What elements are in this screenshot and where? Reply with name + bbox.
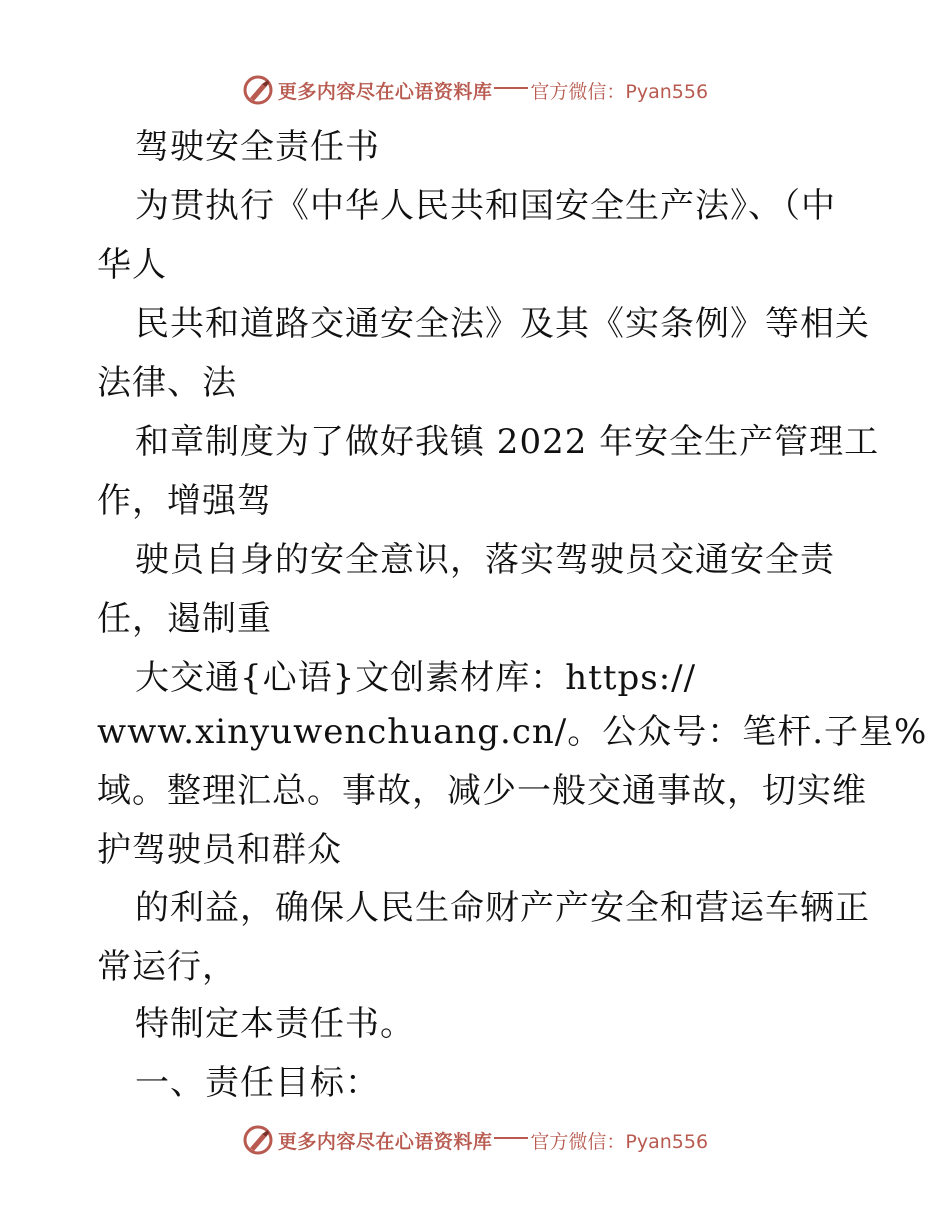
paragraph-line: 华人 [97,245,167,285]
watermark-divider [494,87,528,89]
watermark-main-text: 更多内容尽在心语资料库 [277,80,493,103]
paragraph-line: 为贯执行《中华人民共和国安全生产法》、（中 [135,186,836,226]
watermark-sub-text: 官方微信：Pyan556 [530,80,709,103]
paragraph-line: 民共和道路交通安全法》及其《实条例》等相关 [135,304,870,344]
document-title: 驾驶安全责任书 [135,127,380,167]
paragraph-line: 特制定本责任书。 [135,1004,415,1044]
paragraph-line: 大交通{心语}文创素材库：https:// [135,658,697,698]
paragraph-line: 驶员自身的安全意识，落实驾驶员交通安全责 [135,540,835,580]
watermark-sub-text: 官方微信：Pyan556 [530,1130,709,1153]
watermark-divider [494,1137,528,1139]
paragraph-line: 作，增强驾 [97,481,272,521]
section-heading: 一、责任目标： [135,1063,380,1103]
pen-logo-icon [242,1124,274,1156]
watermark-main-text: 更多内容尽在心语资料库 [277,1130,493,1153]
paragraph-line: 法律、法 [97,363,237,403]
paragraph-line: 护驾驶员和群众 [97,830,342,870]
paragraph-line: 常运行， [97,947,237,987]
paragraph-line: 域。整理汇总。事故，减少一般交通事故，切实维 [97,771,867,811]
paragraph-line: www.xinyuwenchuang.cn/。公众号：笔杆.子星% [97,712,928,752]
paragraph-line: 和章制度为了做好我镇 2022 年安全生产管理工 [135,422,880,462]
pen-logo-icon [242,74,274,106]
header-watermark [0,70,950,110]
paragraph-line: 的利益，确保人民生命财产产安全和营运车辆正 [135,888,870,928]
footer-watermark [0,1120,950,1160]
paragraph-line: 任，遏制重 [97,599,272,639]
